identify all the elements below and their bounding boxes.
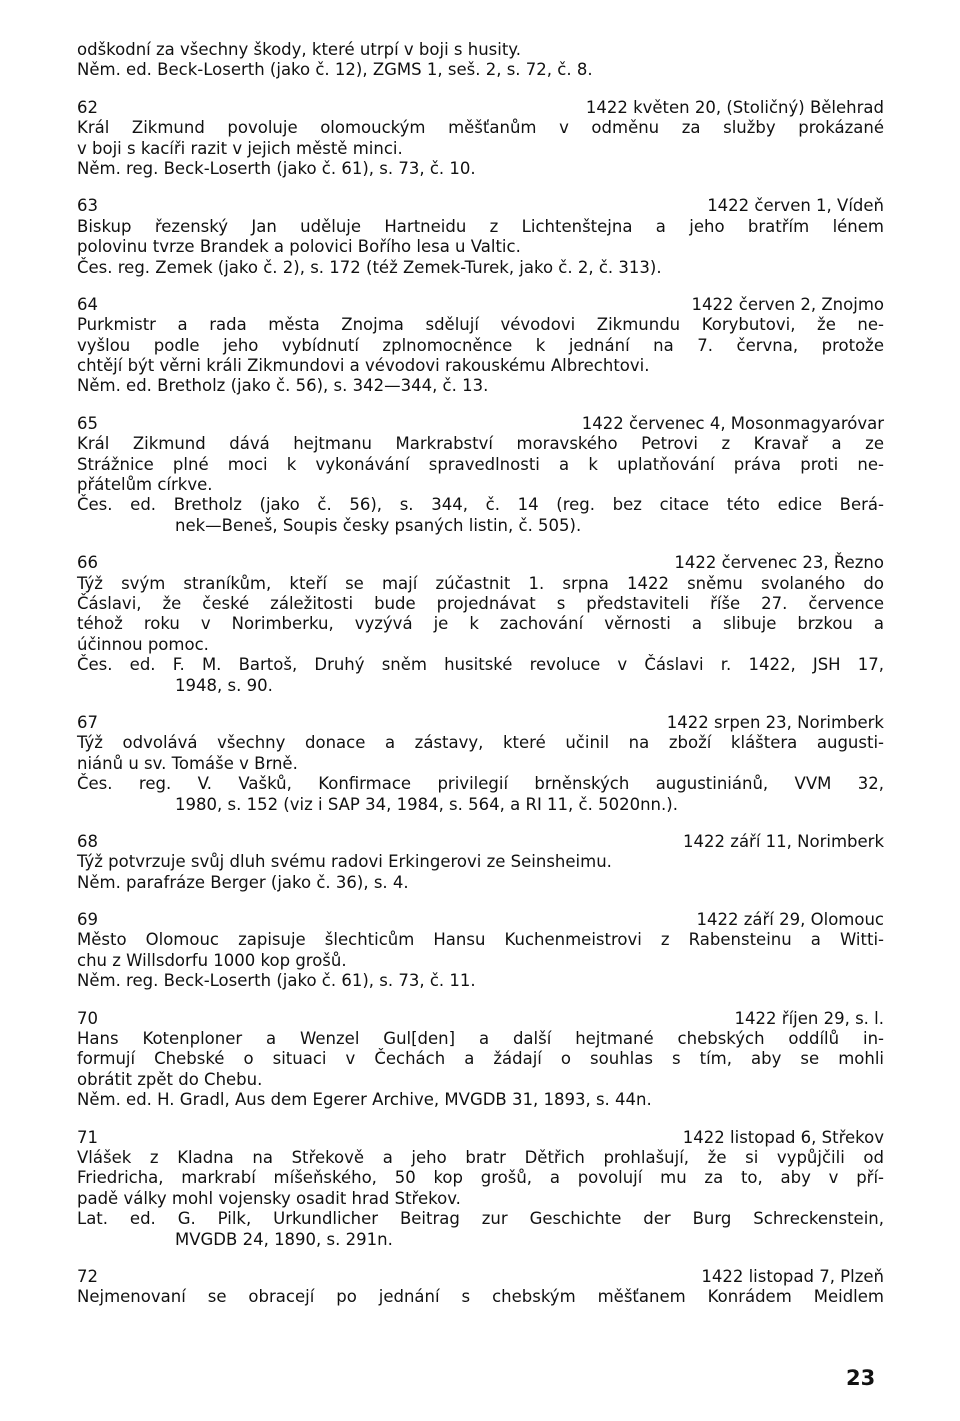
- entry-date-place: 1422 září 11, Norimberk: [683, 831, 884, 851]
- entry-line: Purkmistr a rada města Znojma sdělují vévodovi Zikmundu Korybutovi, že ne-: [77, 315, 884, 335]
- entry-line: Něm. ed. H. Gradl, Aus dem Egerer Archive, MVGDB 31, 1893, s. 44n.: [77, 1090, 652, 1110]
- entry-line: Týž svým straníkům, kteří se mají zúčastnit 1. srpna 1422 sněmu svolaného do: [77, 573, 884, 593]
- entry-line: Čes. ed. F. M. Bartoš, Druhý sněm husitské revoluce v Čáslavi r. 1422, JSH 17,: [77, 655, 884, 675]
- entry-line: Král Zikmund dává hejtmanu Markrabství moravského Petrovi z Kravař a ze: [77, 434, 884, 454]
- entry-date-place: 1422 červen 1, Vídeň: [707, 196, 884, 216]
- entry-line: v boji s kacíři razit v jejich městě minci.: [77, 138, 403, 158]
- entry-number: 62: [77, 97, 98, 117]
- entry-line: účinnou pomoc.: [77, 634, 209, 654]
- entry-line: vyšlou podle jeho vybídnutí zplnomocněnce k jednání na 7. června, protože: [77, 335, 884, 355]
- entry-72: [77, 1267, 884, 1308]
- entry-date-place: 1422 květen 20, (Stoličný) Bělehrad: [585, 97, 884, 117]
- entry-line: Vlášek z Kladna na Střekově a jeho bratr Dětřich prohlašují, že si vypůjčili od: [77, 1147, 884, 1167]
- page-content: [77, 40, 884, 1308]
- entry-line: niánů u sv. Tomáše v Brně.: [77, 753, 298, 773]
- entry-number: 70: [77, 1008, 98, 1028]
- entry-number: 72: [77, 1266, 98, 1286]
- entry-64: [77, 295, 884, 397]
- entry-heading: [77, 1267, 884, 1287]
- page-number: 23: [846, 1366, 876, 1390]
- entry-number: 63: [77, 196, 98, 216]
- entry-heading: [77, 196, 884, 216]
- entry-line: Strážnice plné moci k vykonávání spravedlnosti a k uplatňování práva proti ne-: [77, 454, 884, 474]
- entry-number: 66: [77, 553, 98, 573]
- entry-line: Čes. reg. Zemek (jako č. 2), s. 172 (též Zemek-Turek, jako č. 2, č. 313).: [77, 257, 662, 277]
- intro-block: [77, 40, 884, 81]
- entry-63: [77, 196, 884, 278]
- entry-line: formují Chebské o situaci v Čechách a žádají o souhlas s tím, aby se mohli: [77, 1049, 884, 1069]
- entry-line: Nejmenovaní se obracejí po jednání s chebským měšťanem Konrádem Meidlem: [77, 1287, 884, 1307]
- entry-65: [77, 414, 884, 536]
- entry-heading: [77, 295, 884, 315]
- entry-line: 1948, s. 90.: [175, 675, 273, 695]
- intro-line: Něm. ed. Beck-Loserth (jako č. 12), ZGMS 1, seš. 2, s. 72, č. 8.: [77, 60, 593, 80]
- entry-68: [77, 832, 884, 893]
- entry-heading: [77, 553, 884, 573]
- entry-date-place: 1422 listopad 7, Plzeň: [701, 1266, 884, 1286]
- entry-date-place: 1422 listopad 6, Střekov: [682, 1127, 884, 1147]
- entry-line: MVGDB 24, 1890, s. 291n.: [175, 1229, 393, 1249]
- entry-number: 65: [77, 413, 98, 433]
- entry-date-place: 1422 červenec 4, Mosonmagyaróvar: [581, 413, 884, 433]
- entry-line: chtějí být věrni králi Zikmundovi a vévodovi rakouskému Albrechtovi.: [77, 356, 650, 376]
- entry-70: [77, 1009, 884, 1111]
- entry-heading: [77, 832, 884, 852]
- entry-line: Něm. reg. Beck-Loserth (jako č. 61), s. 73, č. 11.: [77, 971, 476, 991]
- entry-line: Hans Kotenploner a Wenzel Gul[den] a další hejtmané chebských oddílů in-: [77, 1029, 884, 1049]
- entry-date-place: 1422 srpen 23, Norimberk: [666, 712, 884, 732]
- entry-line: téhož roku v Norimberku, vyzývá je k zachování věrnosti a slibuje brzkou a: [77, 614, 884, 634]
- entry-line: obrátit zpět do Chebu.: [77, 1069, 263, 1089]
- entry-line: chu z Willsdorfu 1000 kop grošů.: [77, 950, 347, 970]
- entry-62: [77, 98, 884, 180]
- entry-line: Město Olomouc zapisuje šlechticům Hansu Kuchenmeistrovi z Rabensteinu a Witti-: [77, 930, 884, 950]
- entry-number: 71: [77, 1127, 98, 1147]
- entry-number: 64: [77, 294, 98, 314]
- entry-line: Čes. ed. Bretholz (jako č. 56), s. 344, č. 14 (reg. bez citace této edice Berá-: [77, 495, 884, 515]
- entry-date-place: 1422 červen 2, Znojmo: [691, 294, 884, 314]
- entry-date-place: 1422 červenec 23, Řezno: [674, 553, 884, 573]
- entry-line: Něm. ed. Bretholz (jako č. 56), s. 342—344, č. 13.: [77, 376, 489, 396]
- entry-line: Týž odvolává všechny donace a zástavy, které učinil na zboží kláštera augusti-: [77, 733, 884, 753]
- entries-list: [77, 98, 884, 1308]
- entry-71: [77, 1128, 884, 1250]
- entry-line: nek—Beneš, Soupis česky psaných listin, č. 505).: [175, 515, 582, 535]
- entry-line: padě války mohl vojensky osadit hrad Střekov.: [77, 1188, 461, 1208]
- entry-date-place: 1422 říjen 29, s. l.: [734, 1008, 884, 1028]
- entry-date-place: 1422 září 29, Olomouc: [696, 910, 884, 930]
- entry-heading: [77, 910, 884, 930]
- entry-heading: [77, 1128, 884, 1148]
- entry-number: 67: [77, 712, 98, 732]
- intro-line: odškodní za všechny škody, které utrpí v boji s husity.: [77, 40, 521, 59]
- entry-line: Lat. ed. G. Pilk, Urkundlicher Beitrag zur Geschichte der Burg Schreckenstein,: [77, 1209, 884, 1229]
- entry-heading: [77, 414, 884, 434]
- entry-line: Friedricha, markrabí míšeňského, 50 kop grošů, a povolují mu za to, aby v pří-: [77, 1168, 884, 1188]
- entry-66: [77, 553, 884, 696]
- entry-heading: [77, 98, 884, 118]
- entry-line: Něm. reg. Beck-Loserth (jako č. 61), s. 73, č. 10.: [77, 158, 476, 178]
- entry-line: Čes. reg. V. Vašků, Konfirmace privilegií brněnských augustiniánů, VVM 32,: [77, 774, 884, 794]
- entry-line: Týž potvrzuje svůj dluh svému radovi Erkingerovi ze Seinsheimu.: [77, 852, 612, 872]
- entry-line: Něm. parafráze Berger (jako č. 36), s. 4.: [77, 872, 409, 892]
- entry-line: Biskup řezenský Jan uděluje Hartneidu z Lichtenštejna a jeho bratřím lénem: [77, 216, 884, 236]
- entry-heading: [77, 1009, 884, 1029]
- entry-number: 68: [77, 831, 98, 851]
- entry-line: polovinu tvrze Brandek a polovici Bořího lesa u Valtic.: [77, 237, 521, 257]
- entry-line: Čáslavi, že české záležitosti bude projednávat s představiteli říše 27. července: [77, 593, 884, 613]
- entry-line: přátelům církve.: [77, 475, 213, 495]
- entry-number: 69: [77, 910, 98, 930]
- entry-67: [77, 713, 884, 815]
- entry-heading: [77, 713, 884, 733]
- entry-line: Král Zikmund povoluje olomouckým měšťanům v odměnu za služby prokázané: [77, 118, 884, 138]
- entry-line: 1980, s. 152 (viz i SAP 34, 1984, s. 564, a RI 11, č. 5020nn.).: [175, 794, 678, 814]
- entry-69: [77, 910, 884, 992]
